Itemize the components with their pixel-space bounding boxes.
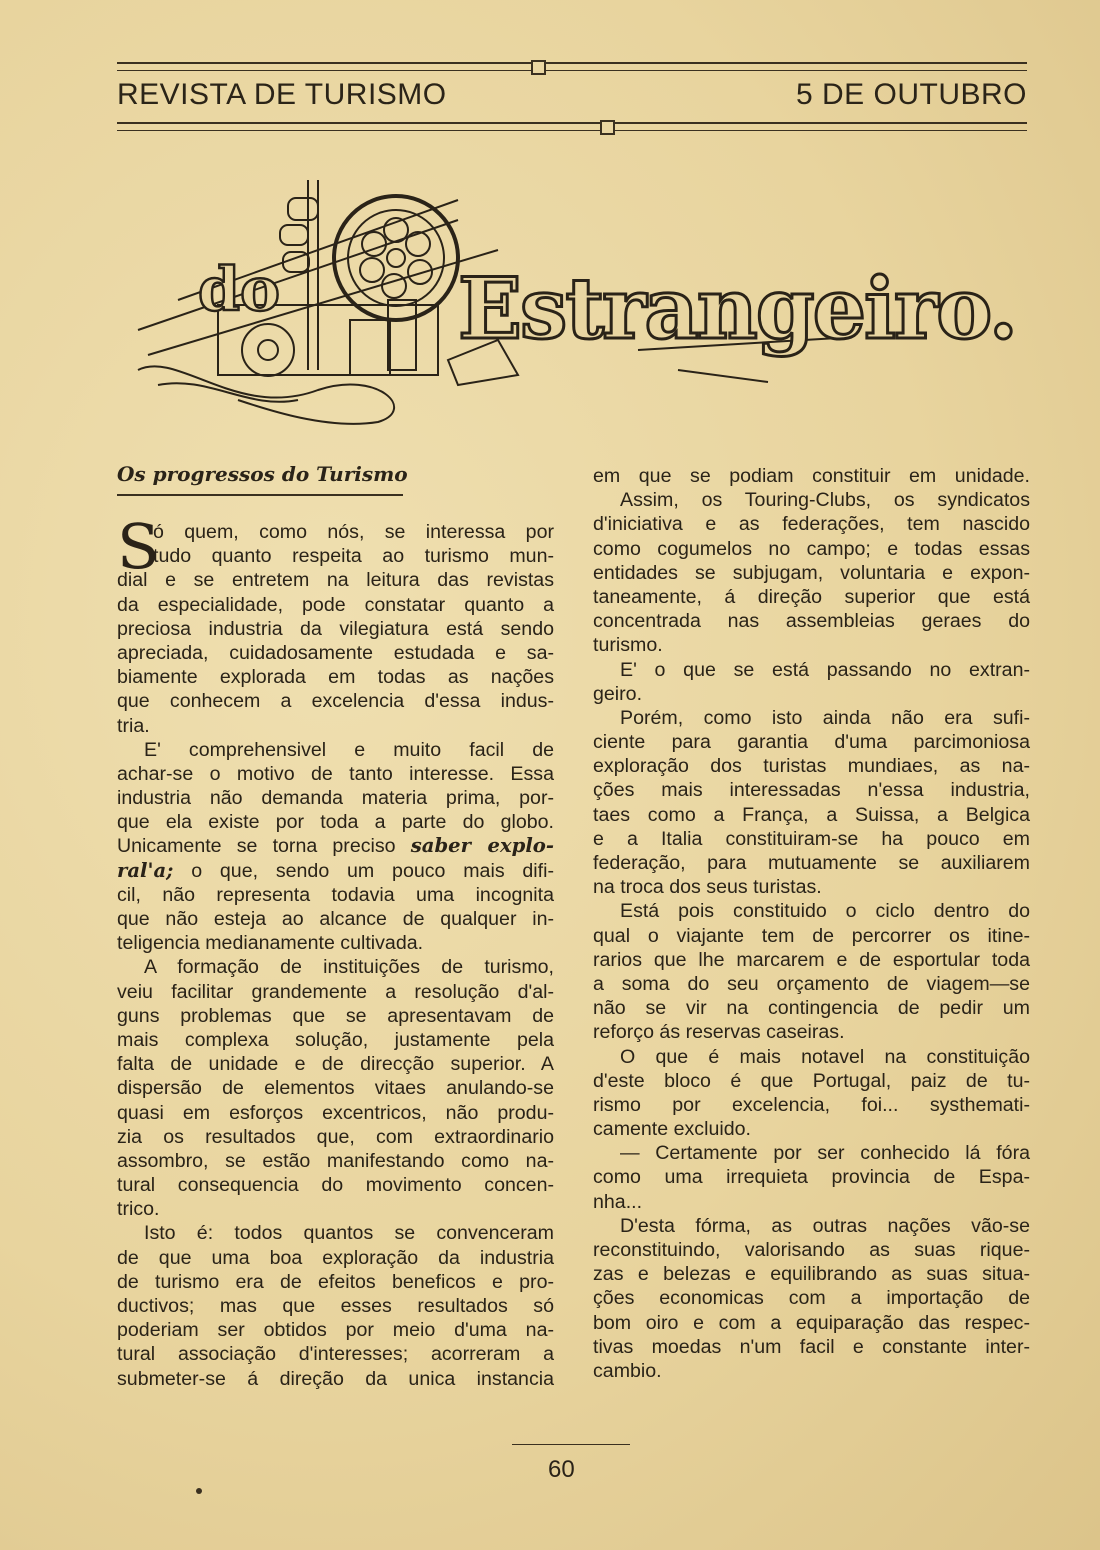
text-line: entidades se subjugam, voluntaria e expon-	[593, 561, 1030, 584]
text-line: qual o viajante tem de percorrer os itine-	[593, 924, 1030, 947]
text-line: taes como a França, a Suissa, a Belgica	[593, 803, 1030, 826]
text-line: que ela existe por toda a parte do globo.	[117, 811, 554, 834]
banner-prefix: do	[198, 255, 280, 325]
text-line: tudo quanto respeita ao turismo mun-	[153, 545, 554, 568]
text-line: zas e belezas e equilibrando as suas situa-	[593, 1263, 1030, 1286]
text-line: como cogumelos no campo; e todas essas	[593, 537, 1030, 560]
text-line: d'este bloco é que Portugal, paiz de tu-	[593, 1069, 1030, 1092]
text-line: Assim, os Touring-Clubs, os syndicatos	[620, 489, 1030, 512]
text-line: quasi em esforços excentricos, não produ-	[117, 1101, 554, 1124]
article-title: Os progressos do Turismo	[117, 462, 408, 486]
text-line: — Certamente por ser conhecido lá fóra	[620, 1142, 1030, 1165]
text-line: Está pois constituido o ciclo dentro do	[620, 900, 1030, 923]
text-line: teligencia medianamente cultivada.	[117, 932, 424, 955]
text-line: E' o que se está passando no extran-	[620, 658, 1030, 681]
text-line	[117, 859, 554, 883]
text-line: A formação de instituições de turismo,	[144, 956, 554, 979]
text-line: apreciada, cuidadosamente estudada e sa-	[117, 641, 554, 664]
page-number: 60	[548, 1456, 575, 1483]
text-line: ó quem, como nós, se interessa por	[153, 521, 554, 543]
text-line: taneamente, á direção superior que está	[593, 585, 1030, 608]
text-line: não se vir na contingencia de pedir um	[593, 997, 1030, 1020]
text-line: da especialidade, pode constatar quanto a	[117, 593, 554, 616]
text-line: achar-se o motivo de tanto interesse. Essa	[117, 762, 554, 785]
text-line: falta de unidade e de direcção superior. A	[117, 1053, 554, 1076]
text-line: veiu facilitar grandemente a resolução d'al-	[117, 980, 554, 1003]
text-line: turismo.	[593, 634, 663, 657]
text-line: nha...	[593, 1190, 643, 1213]
text-line: exploração dos turistas mundiaes, as na-	[593, 755, 1030, 778]
article-column-left	[117, 510, 555, 1391]
text-line: assombro, se estão manifestando como na-	[117, 1149, 554, 1172]
text-line: biamente explorada em todas as nações	[117, 666, 554, 689]
text-line: mais complexa solução, justamente pela	[117, 1028, 554, 1051]
emphasis-text: saber explo-	[410, 834, 555, 858]
text-line: ciente para garantia d'uma parcimoniosa	[593, 731, 1030, 754]
text-fragment: o que, sendo um pouco mais difi-	[191, 859, 554, 882]
article-column-right	[593, 464, 1030, 1383]
text-line: rarios que lhe marcarem e de esportular toda	[593, 948, 1030, 971]
text-line: na troca dos seus turistas.	[593, 876, 822, 899]
footer-rule	[512, 1444, 630, 1445]
text-line: O que é mais notavel na constituição	[620, 1045, 1030, 1068]
text-line: como uma irrequieta provincia de Espa-	[593, 1166, 1030, 1189]
text-line: de turismo era de efeitos beneficos e pro-	[117, 1270, 554, 1293]
text-line: submeter-se á direção da unica instancia	[117, 1367, 554, 1390]
header-rule-bottom	[117, 122, 1027, 131]
publication-title: REVISTA DE TURISMO	[117, 78, 447, 111]
text-line: Isto é: todos quantos se convenceram	[144, 1222, 554, 1245]
header-rule-top-ornament	[531, 60, 546, 75]
text-line: ções mais interessadas n'essa industria,	[593, 779, 1030, 802]
text-line	[117, 834, 554, 858]
text-line: zia os resultados que, com extraordinario	[117, 1125, 554, 1148]
section-banner-illustration	[118, 160, 1017, 430]
text-line: Porém, como isto ainda não era sufi-	[620, 706, 1030, 729]
text-line: e a Italia constituiram-se ha pouco em	[593, 827, 1030, 850]
text-line: bom oiro e com a equiparação das respec-	[593, 1311, 1030, 1334]
text-line: camente excluido.	[593, 1118, 751, 1141]
text-line: guns problemas que se apresentavam de	[117, 1004, 554, 1027]
text-line: tria.	[117, 714, 150, 737]
emphasis-text: ral'a;	[117, 858, 174, 882]
text-line: cambio.	[593, 1359, 662, 1382]
text-line: ductivos; mas que esses resultados só	[117, 1295, 554, 1317]
text-line: tural consequencia do movimento concen-	[117, 1174, 554, 1197]
text-line: rismo por excelencia, foi... systhemati-	[593, 1093, 1030, 1116]
text-line: trico.	[117, 1198, 160, 1221]
text-line: em que se podiam constituir em unidade.	[593, 465, 1030, 487]
text-line: federação, para mutuamente se auxiliarem	[593, 852, 1030, 874]
text-line: reconstituindo, valorisando as suas rique-	[593, 1239, 1030, 1261]
header-rule-bottom-ornament	[600, 120, 615, 135]
header-rule-top	[117, 62, 1027, 71]
banner-title: Estrangeiro.	[458, 259, 1017, 358]
text-line: que conhecem a excelencia d'essa indus-	[117, 690, 554, 713]
text-line: dispersão de elementos vitaes anulando-se	[117, 1077, 554, 1100]
text-line: industria não demanda materia prima, por-	[117, 787, 554, 810]
text-line: tural associação d'interesses; acorreram a	[117, 1343, 554, 1366]
ink-dot	[196, 1488, 202, 1494]
text-line: concentrada nas assembleias geraes do	[593, 610, 1030, 633]
text-line: de que uma boa exploração da industria	[117, 1246, 554, 1269]
text-line: que não esteja ao alcance de qualquer in-	[117, 908, 554, 930]
text-line: E' comprehensivel e muito facil de	[144, 738, 554, 761]
text-line: preciosa industria da vilegiatura está sendo	[117, 617, 554, 640]
text-line: geiro.	[593, 682, 643, 705]
text-line: a soma do seu orçamento de viagem—se	[593, 972, 1030, 995]
text-line: cil, não representa todavia uma incognita	[117, 883, 554, 906]
issue-date: 5 DE OUTUBRO	[795, 78, 1027, 111]
text-fragment: Unicamente se torna preciso	[117, 835, 396, 858]
text-line: D'esta fórma, as outras nações vão-se	[620, 1214, 1030, 1237]
article-title-underline	[117, 494, 403, 496]
text-line: dial e se entretem na leitura das revistas	[117, 569, 554, 592]
text-line: ções economicas com a importação de	[593, 1287, 1030, 1310]
text-line: reforço ás reservas caseiras.	[593, 1021, 845, 1044]
drop-cap: S	[117, 510, 160, 583]
text-line: poderiam ser obtidos por meio d'uma na-	[117, 1319, 554, 1342]
text-line: tivas moedas n'um facil e constante inter-	[593, 1335, 1030, 1358]
text-line: d'iniciativa e as federações, tem nascido	[593, 513, 1030, 536]
